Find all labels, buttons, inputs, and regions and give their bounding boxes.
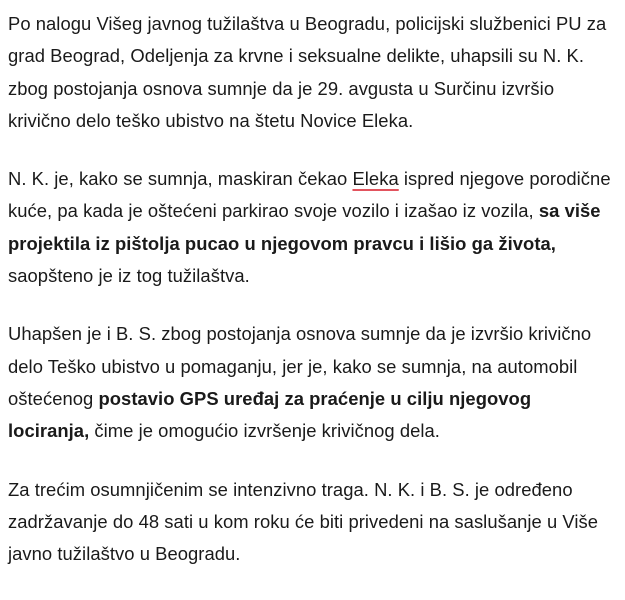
paragraph-2-text-middle: ispred njegove porodične kuće, pa kada je oštećeni parkirao svoje vozilo i izašao iz vozila, — [8, 168, 611, 222]
paragraph-3-text-end: čime je omogućio izvršenje krivičnog dela. — [89, 420, 440, 442]
paragraph-3-bold-text: postavio GPS uređaj za praćenje u cilju njegovog lociranja, — [8, 387, 532, 442]
paragraph-2-text-end: saopšteno je iz tog tužilaštva. — [8, 265, 250, 287]
paragraph-1 — [8, 8, 615, 137]
paragraph-2-text-start: N. K. je, kako se sumnja, maskiran čekao — [8, 168, 353, 190]
spellcheck-marked-word[interactable]: Eleka — [352, 168, 399, 190]
paragraph-4 — [8, 474, 615, 571]
paragraph-3-text-start: Uhapšen je i B. S. zbog postojanja osnova sumnje da je izvršio krivično delo Teško ubistvo u pomaganju, jer je, kako se sumnja, na automobil oštećenog — [8, 323, 592, 409]
paragraph-1-text: Po nalogu Višeg javnog tužilaštva u Beogradu, policijski službenici PU za grad Beograd, Odeljenja za krvne i seksualne delikte, uhapsili su N. K. zbog postojanja osnova sumnje da je 29. avgusta u Surčinu izvršio krivično delo teško ubistvo na štetu Novice Eleka. — [8, 13, 607, 131]
paragraph-4-text: Za trećim osumnjičenim se intenzivno traga. N. K. i B. S. je određeno zadržavanje do 48 sati u kom roku će biti privedeni na saslušanje u Više javno tužilaštvo u Beogradu. — [8, 478, 599, 565]
paragraph-3 — [8, 318, 615, 447]
paragraph-2-bold-text: sa više projektila iz pištolja pucao u njegovom pravcu i lišio ga života, — [8, 200, 601, 254]
paragraph-2 — [8, 163, 615, 292]
